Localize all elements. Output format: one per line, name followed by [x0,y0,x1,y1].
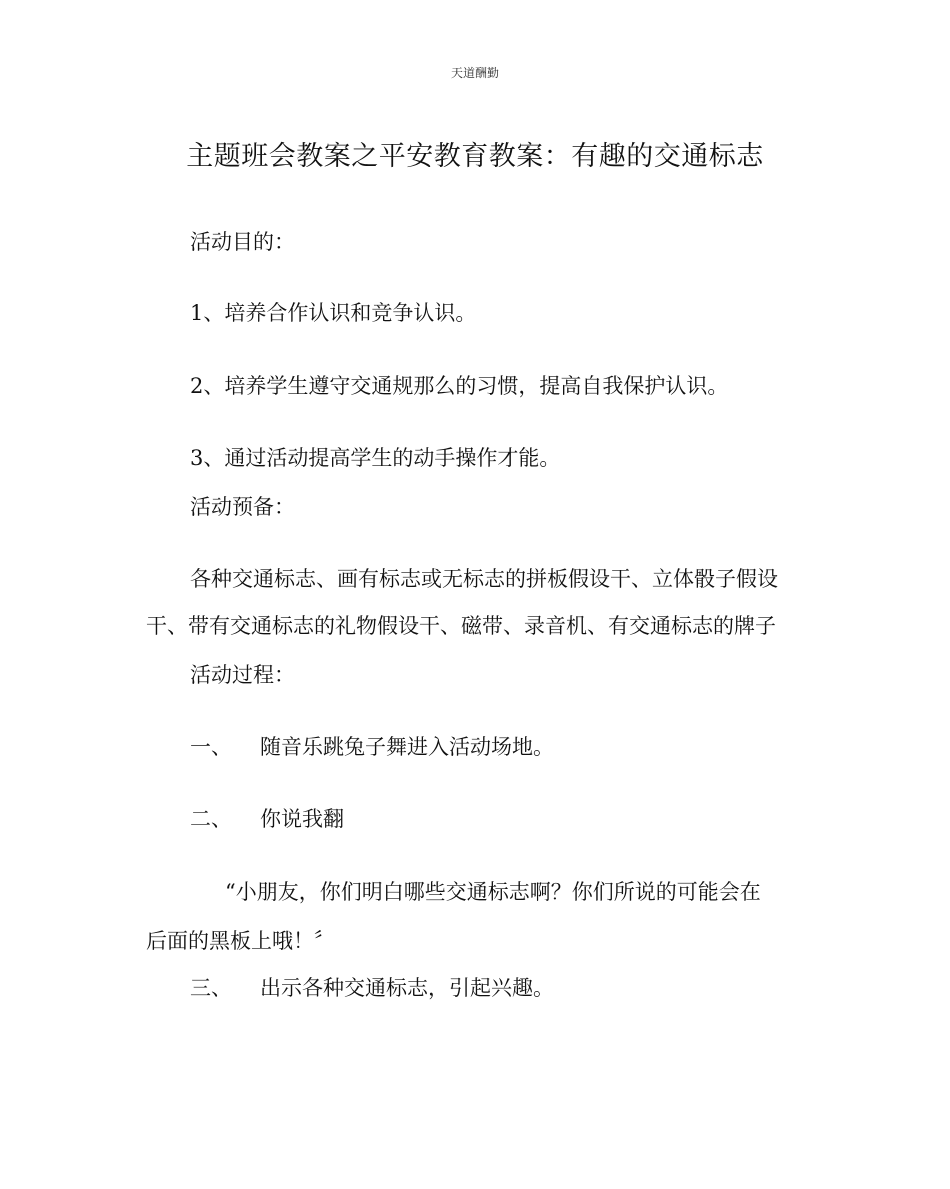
purpose-item-1: 1、培养合作认识和竞争认识。 [190,301,477,325]
page-header: 天道酬勤 [450,66,499,80]
prep-heading: 活动预备： [190,495,295,519]
quote-line-1: “小朋友，你们明白哪些交通标志啊？你们所说的可能会在 [225,880,761,904]
quote-line-2: 后面的黑板上哦！〞 [146,929,335,953]
process-heading: 活动过程： [190,663,295,687]
step-2-number: 二、 [190,807,232,831]
step-2 [190,803,344,833]
purpose-item-2: 2、培养学生遵守交通规那么的习惯，提高自我保护认识。 [190,374,729,398]
prep-line-2: 干、带有交通标志的礼物假设干、磁带、录音机、有交通标志的牌子 [146,614,776,638]
step-1 [190,731,554,761]
step-3 [190,972,554,1002]
purpose-item-3: 3、通过活动提高学生的动手操作才能。 [190,446,561,470]
prep-line-1: 各种交通标志、画有标志或无标志的拼板假设干、立体骰子假设 [190,567,778,591]
step-3-number: 三、 [190,976,232,1000]
document-title: 主题班会教案之平安教育教案：有趣的交通标志 [186,141,764,172]
purpose-heading: 活动目的： [190,230,295,254]
step-2-text: 你说我翻 [260,807,344,831]
step-3-text: 出示各种交通标志，引起兴趣。 [260,976,554,1000]
step-1-text: 随音乐跳兔子舞进入活动场地。 [260,735,554,759]
step-1-number: 一、 [190,735,232,759]
